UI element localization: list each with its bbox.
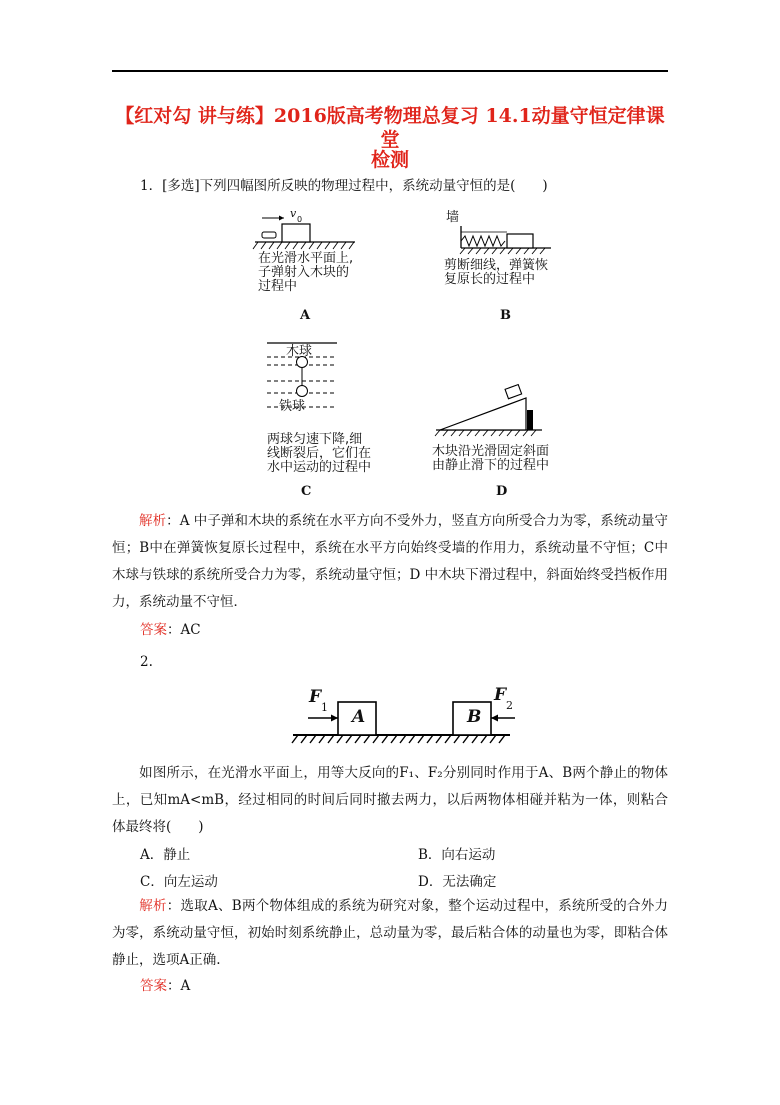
figure-b-drawing xyxy=(455,226,555,256)
q2-answer-label: 答案 xyxy=(140,978,167,994)
q1-stem: 1．[多选]下列四幅图所反映的物理过程中，系统动量守恒的是( ) xyxy=(140,178,548,194)
iron-ball-label: 铁球 xyxy=(279,399,306,414)
f1-subscript: 1 xyxy=(321,701,328,714)
q2-analysis-text: ：选取A、B两个物体组成的系统为研究对象，整个运动过程中，系统所受的合外力为零，系统动量守恒，初始时刻系统静止，总动量为零，最后粘合体的动量也为零，即粘合体静止，选项A正确. xyxy=(112,898,669,968)
figure-d-label: D xyxy=(496,484,508,499)
q1-analysis xyxy=(112,508,668,616)
figure-c-caption-1: 两球匀速下降,细 xyxy=(267,432,363,447)
q2-option-b: B．向右运动 xyxy=(418,847,496,863)
f2-subscript: 2 xyxy=(506,699,513,712)
q2-analysis-label: 解析 xyxy=(139,898,167,914)
q1-answer-text: ：AC xyxy=(167,622,201,638)
block-a-label: A xyxy=(352,707,366,727)
q2-stem-text: 如图所示，在光滑水平面上，用等大反向的F₁、F₂分别同时作用于A、B两个静止的物体上，已知mA<mB，经过相同的时间后同时撤去两力，以后两物体相碰并粘为一体，则粘合体最终将( ) xyxy=(112,765,668,835)
figure-a-drawing xyxy=(250,204,360,254)
figure-d-caption-1: 木块沿光滑固定斜面 xyxy=(432,444,550,459)
q2-option-d: D．无法确定 xyxy=(418,874,497,890)
v0-subscript: 0 xyxy=(297,215,303,224)
figure-a-caption-3: 过程中 xyxy=(258,279,298,294)
figure-d-drawing xyxy=(430,380,550,440)
f2-label: F xyxy=(494,685,507,705)
wall-label: 墙 xyxy=(446,210,460,225)
q1-answer-label: 答案 xyxy=(140,622,167,638)
q1-answer xyxy=(140,620,201,640)
q2-answer xyxy=(140,976,190,996)
q2-option-a: A．静止 xyxy=(140,847,191,863)
f1-label: F xyxy=(309,687,322,707)
figure-b-caption-2: 复原长的过程中 xyxy=(444,272,536,287)
top-rule xyxy=(112,70,668,72)
wood-ball-label: 木球 xyxy=(286,344,313,359)
q1-analysis-label: 解析 xyxy=(139,513,167,529)
page-title-line2: 检测 xyxy=(370,149,409,171)
figure-b-caption-1: 剪断细线，弹簧恢 xyxy=(444,258,549,273)
q1-analysis-text: ：A 中子弹和木块的系统在水平方向不受外力，竖直方向所受合力为零，系统动量守恒；B中在弹簧恢复原长过程中，系统在水平方向始终受墙的作用力，系统动量不守恒；C中木球与铁球的系统所受合力为零，系统动量守恒；D 中木块下滑过程中，斜面始终受挡板作用力，系统动量不守恒． xyxy=(112,513,668,610)
q2-option-c: C．向左运动 xyxy=(140,874,218,890)
figure-a-caption-2: 子弹射入木块的 xyxy=(258,265,350,280)
figure-a-label: A xyxy=(300,308,311,323)
figure-c-caption-3: 水中运动的过程中 xyxy=(267,460,372,475)
figure-b-label: B xyxy=(500,308,511,323)
figure-c-caption-2: 线断裂后，它们在 xyxy=(267,446,372,461)
v0-label: v xyxy=(290,207,297,220)
figure-d-caption-2: 由静止滑下的过程中 xyxy=(432,458,550,473)
block-b-label: B xyxy=(467,707,482,727)
q2-analysis xyxy=(112,893,668,974)
q2-number: 2. xyxy=(140,654,153,670)
figure-a-caption-1: 在光滑水平面上, xyxy=(258,251,354,266)
q2-answer-text: ：A xyxy=(167,978,191,994)
page-title-line1: 【红对勾 讲与练】2016版高考物理总复习 14.1动量守恒定律课堂 xyxy=(115,105,665,151)
q2-stem xyxy=(112,760,668,841)
figure-c-label: C xyxy=(301,484,312,499)
